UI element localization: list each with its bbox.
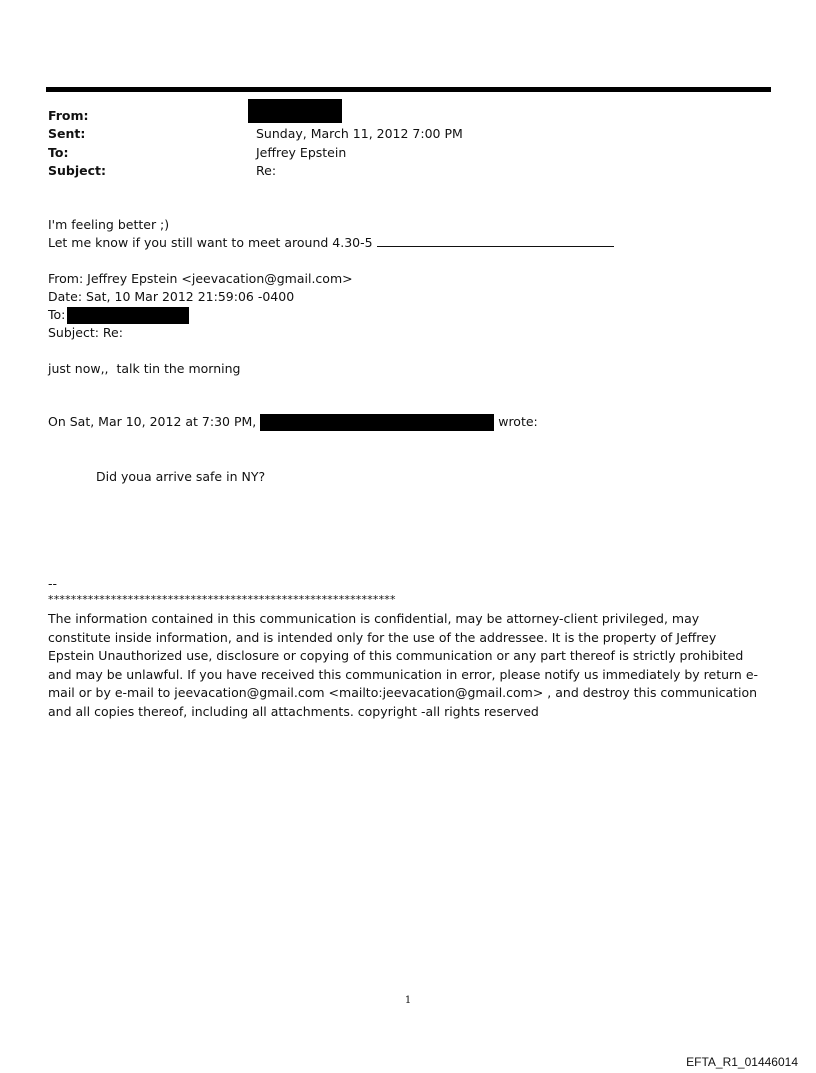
quoted-to-redaction (67, 307, 189, 324)
document-id: EFTA_R1_01446014 (686, 1055, 798, 1069)
body-line-2 (48, 234, 614, 252)
quoted-to-row (48, 306, 189, 324)
to-label: To: (48, 145, 69, 160)
on-wrote-suffix: wrote: (498, 414, 538, 429)
from-label: From: (48, 108, 89, 123)
quoted-to-label: To: (48, 307, 66, 322)
quoted-date: Date: Sat, 10 Mar 2012 21:59:06 -0400 (48, 289, 295, 304)
signature-dashes: -- (48, 576, 58, 591)
to-value: Jeffrey Epstein (256, 145, 347, 160)
quoted-subject: Subject: Re: (48, 325, 123, 340)
signature-stars: ************************************************************* (48, 593, 396, 606)
inner-question: Did youa arrive safe in NY? (96, 469, 266, 484)
confidentiality-disclaimer: The information contained in this communication is confidential, may be attorney-client privileged, may constitute inside information, and is intended only for the use of the addressee. It is the property of Jeffrey Epstein Unauthorized use, disclosure or copying of this communication or any part thereof is strictly prohibited and may be unlawful. If you have received this communication in error, please notify us immediately by return e-mail or by e-mail to jeevacation@gmail.com <mailto:jeevacation@gmail.com> , and destroy this communication and all copies thereof, including all attachments. copyright -all rights reserved (48, 611, 759, 719)
blank-underline (377, 234, 614, 247)
on-wrote-prefix: On Sat, Mar 10, 2012 at 7:30 PM, (48, 414, 257, 429)
subject-label: Subject: (48, 163, 106, 178)
sent-value: Sunday, March 11, 2012 7:00 PM (256, 126, 463, 141)
body-line-2-text: Let me know if you still want to meet around 4.30-5 (48, 235, 373, 250)
page-number: 1 (404, 995, 412, 1006)
from-redaction (248, 99, 342, 123)
header-rule (46, 87, 771, 92)
subject-value: Re: (256, 163, 277, 178)
body-line-1: I'm feeling better ;) (48, 217, 170, 232)
on-wrote-line (48, 413, 538, 431)
reply-text: just now,, talk tin the morning (48, 361, 241, 376)
sent-label: Sent: (48, 126, 86, 141)
sender-redaction (260, 414, 494, 431)
quoted-from: From: Jeffrey Epstein <jeevacation@gmail.com> (48, 271, 353, 286)
